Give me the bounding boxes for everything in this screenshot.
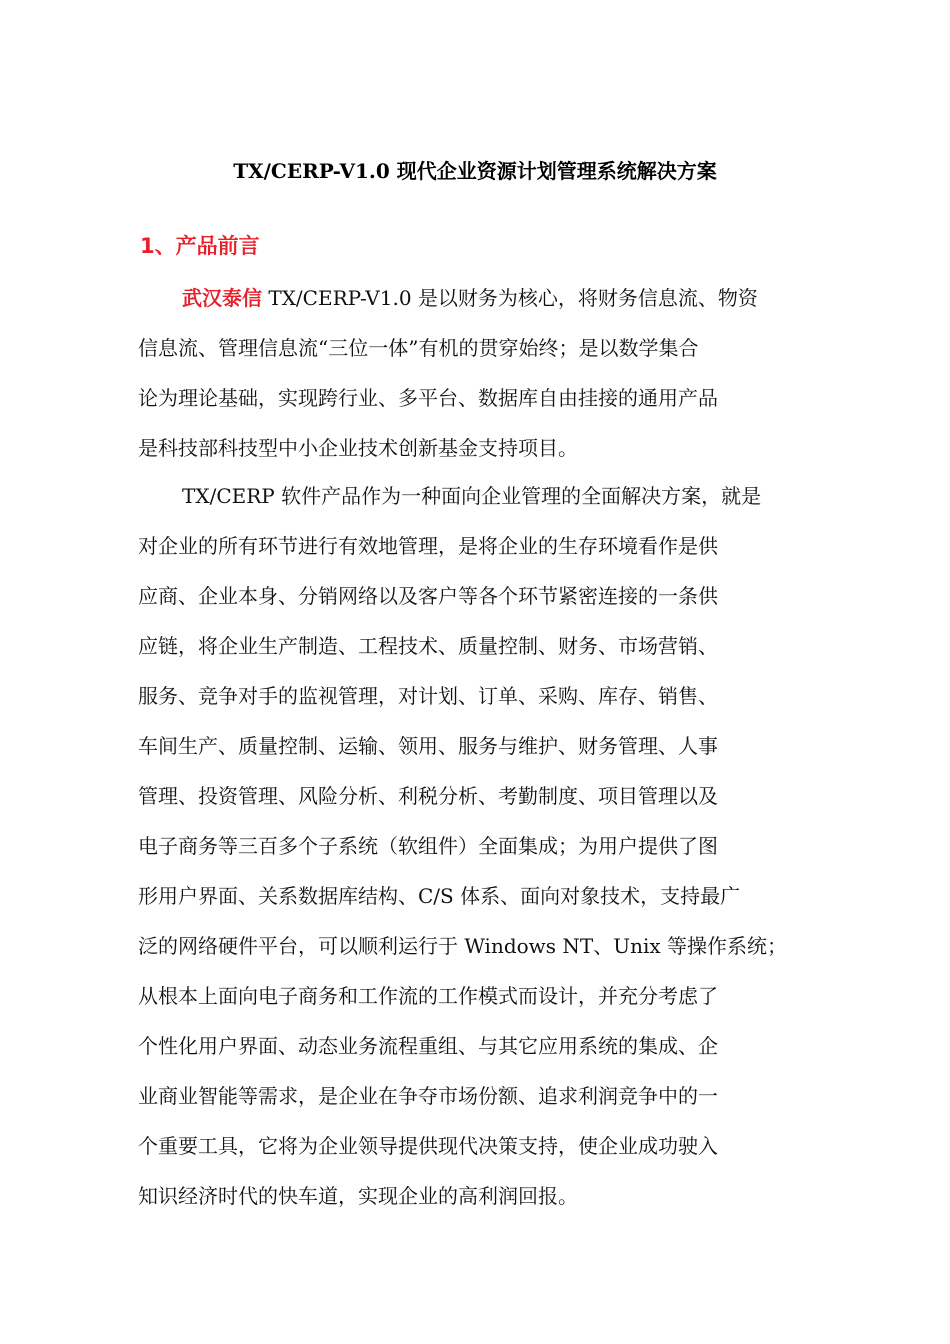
paragraph-line: TX/CERP 软件产品作为一种面向企业管理的全面解决方案，就是: [182, 484, 762, 508]
paragraph-line: 服务、竞争对手的监视管理，对计划、订单、采购、库存、销售、: [138, 684, 718, 708]
paragraph-line: 知识经济时代的快车道，实现企业的高利润回报。: [138, 1184, 578, 1208]
paragraph-line: [138, 273, 828, 323]
paragraph-line: 业商业智能等需求，是企业在争夺市场份额、追求利润竞争中的一: [138, 1084, 718, 1108]
paragraph-line: 从根本上面向电子商务和工作流的工作模式而设计，并充分考虑了: [138, 984, 718, 1008]
paragraph-line: 应商、企业本身、分销网络以及客户等各个环节紧密连接的一条供: [138, 584, 718, 608]
paragraph-line: 电子商务等三百多个子系统（软组件）全面集成；为用户提供了图: [138, 834, 718, 858]
paragraph-line: 信息流、管理信息流“三位一体”有机的贯穿始终；是以数学集合: [138, 336, 699, 360]
paragraph-intro: [138, 273, 828, 473]
paragraph-line: 对企业的所有环节进行有效地管理，是将企业的生存环境看作是供: [138, 534, 718, 558]
paragraph-line: 个重要工具，它将为企业领导提供现代决策支持，使企业成功驶入: [138, 1134, 718, 1158]
paragraph-line: 形用户界面、关系数据库结构、C/S 体系、面向对象技术，支持最广: [138, 884, 741, 908]
paragraph-line-text: TX/CERP-V1.0 是以财务为核心，将财务信息流、物资: [262, 286, 758, 310]
paragraph-line: 是科技部科技型中小企业技术创新基金支持项目。: [138, 436, 578, 460]
section-heading: 1、产品前言: [140, 234, 260, 258]
paragraph-line: 个性化用户界面、动态业务流程重组、与其它应用系统的集成、企: [138, 1034, 718, 1058]
paragraph-line: 论为理论基础，实现跨行业、多平台、数据库自由挂接的通用产品: [138, 386, 718, 410]
paragraph-line: 管理、投资管理、风险分析、利税分析、考勤制度、项目管理以及: [138, 784, 718, 808]
paragraph-line: 车间生产、质量控制、运输、领用、服务与维护、财务管理、人事: [138, 734, 718, 758]
paragraph-line: 泛的网络硬件平台，可以顺利运行于 Windows NT、Unix 等操作系统；: [138, 934, 788, 958]
paragraph-description: [138, 471, 828, 1221]
paragraph-line: 应链，将企业生产制造、工程技术、质量控制、财务、市场营销、: [138, 634, 718, 658]
company-name: 武汉泰信: [182, 286, 262, 310]
document-title: TX/CERP-V1.0 现代企业资源计划管理系统解决方案: [233, 159, 717, 183]
